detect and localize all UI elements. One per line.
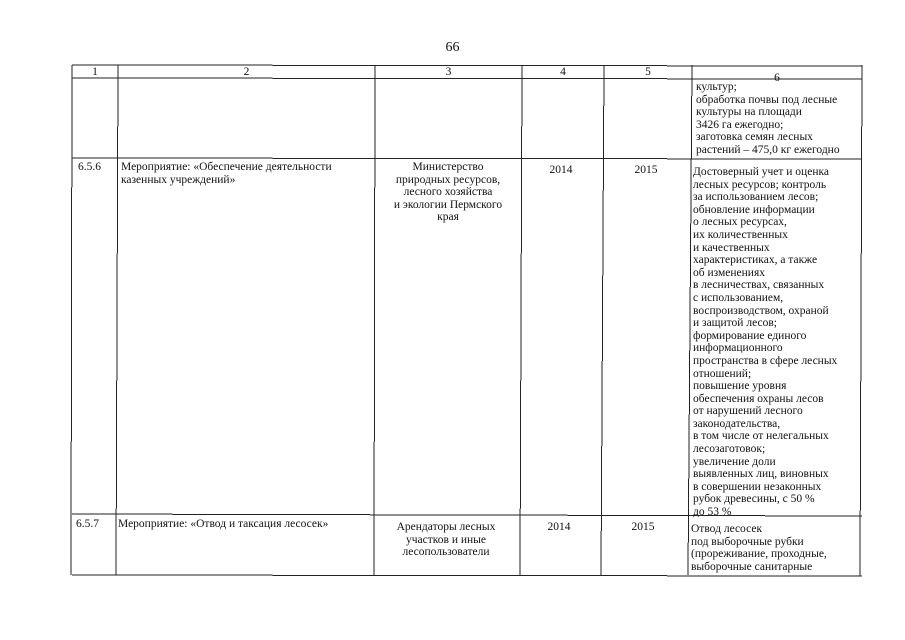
- column-header-6: 6: [774, 72, 780, 84]
- row-number: 6.5.6: [78, 161, 101, 173]
- column-header-3: 3: [445, 66, 452, 78]
- start-year: 2014: [549, 164, 573, 176]
- column-header-4: 4: [560, 66, 566, 78]
- end-year: 2015: [634, 164, 658, 176]
- executor-text: Министерство природных ресурсов, лесного хозяйства и экологии Пермского края: [393, 161, 503, 224]
- page-number: 66: [445, 40, 460, 55]
- column-header-2: 2: [243, 66, 250, 78]
- activity-text: Мероприятие: «Обеспечение деятельности казенных учреждений»: [121, 161, 332, 186]
- row-number: 6.5.7: [76, 518, 99, 530]
- end-year: 2015: [631, 521, 655, 533]
- column-header-5: 5: [645, 66, 651, 78]
- result-text: Отвод лесосек под выборочные рубки (прореживание, проходные, выборочные санитарные: [691, 523, 827, 573]
- result-text: Достоверный учет и оценка лесных ресурсов; контроль за использованием лесов; обновление информации о лесных ресурсах, их количественных и качественных характеристиках, а также об изменениях в лесничествах, связанных с использованием, воспроизводством, охраной и защитой лесов; формирование единого информационного пространства в сфере лесных отношений; повышение уровня обеспечения охраны лесов от нарушений лесного законодательства, в том числе от нелегальных лесозаготовок; увеличение доли выявленных лиц, виновных в совершении незаконных рубок древесины, с 50 % до 53 %: [693, 166, 838, 519]
- column-header-1: 1: [92, 66, 98, 78]
- start-year: 2014: [547, 521, 571, 533]
- executor-text: Арендаторы лесных участков и иные лесопользователи: [396, 521, 496, 559]
- continuation-result-text: культур; обработка почвы под лесные культуры на площади 3426 га ежегодно; заготовка семян лесных растений – 475,0 кг ежегодно: [696, 81, 840, 156]
- activity-text: Мероприятие: «Отвод и таксация лесосек»: [118, 518, 329, 530]
